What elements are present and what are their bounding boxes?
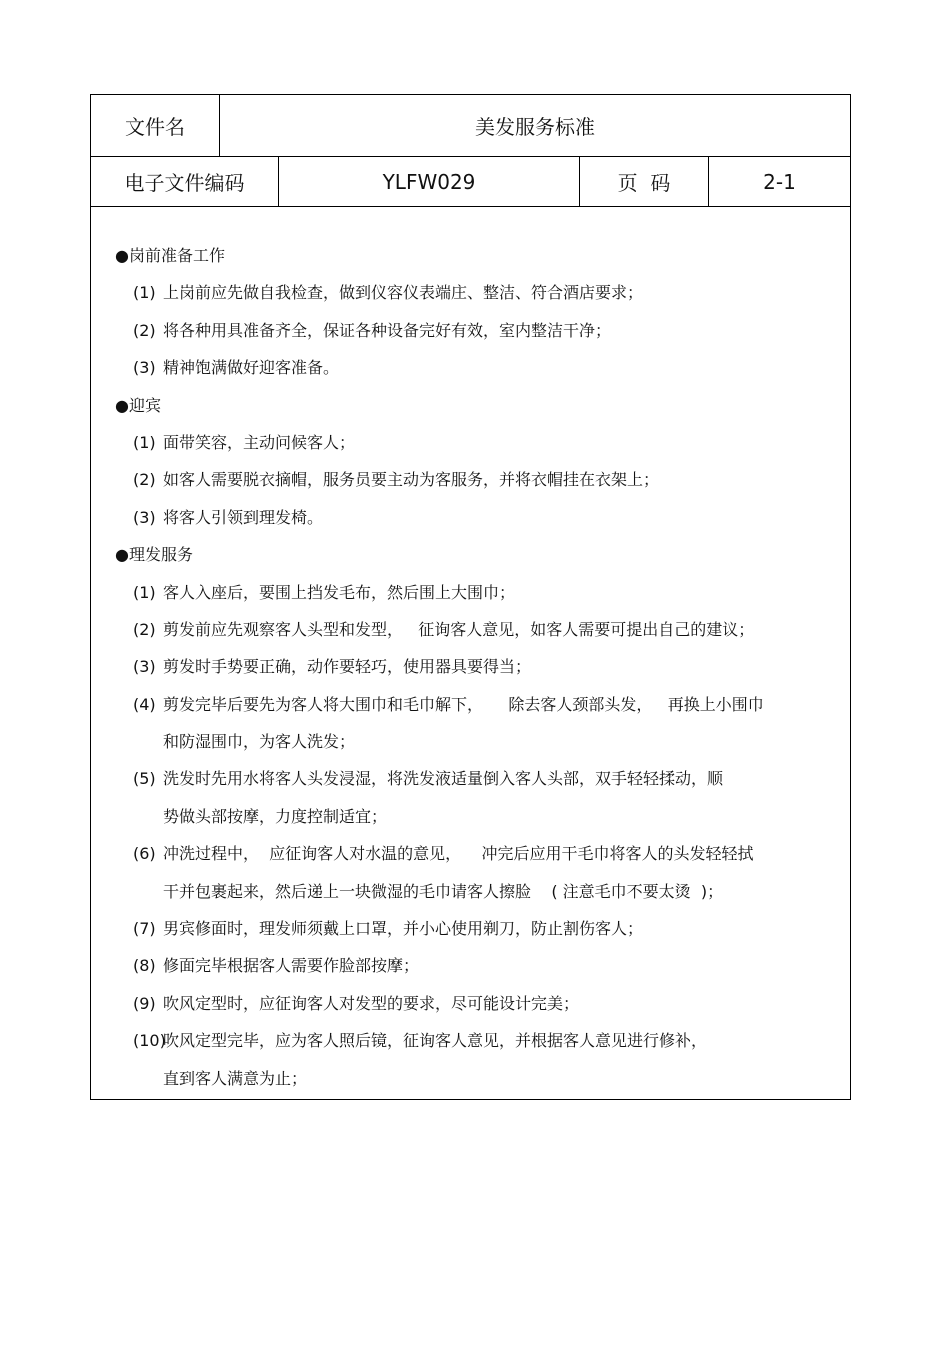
page-label: 页 码 — [579, 157, 708, 206]
item-number: (1) — [133, 283, 156, 303]
list-item — [115, 985, 830, 1022]
item-number: (3) — [133, 507, 156, 527]
list-item — [115, 648, 830, 685]
item-number: (2) — [133, 320, 156, 340]
document-title: 美发服务标准 — [219, 95, 850, 156]
code-label: 电子文件编码 — [124, 171, 245, 195]
item-number: (8) — [133, 956, 156, 976]
list-item — [115, 1022, 830, 1097]
list-item — [115, 910, 830, 947]
item-text-line: 剪发前应先观察客人头型和发型， 征询客人意见，如客人需要可提出自己的建议； — [163, 619, 755, 639]
item-text-line: 面带笑容，主动问候客人； — [163, 432, 356, 452]
list-item — [115, 312, 830, 349]
item-text-line: 如客人需要脱衣摘帽，服务员要主动为客服务，并将衣帽挂在衣架上； — [163, 470, 660, 490]
item-number: (4) — [133, 694, 156, 714]
item-number: (6) — [133, 844, 156, 864]
list-item — [115, 274, 830, 311]
page-number: 2-1 — [708, 157, 850, 206]
list-item — [115, 461, 830, 498]
standards-list — [115, 237, 830, 1097]
item-number: (10) — [133, 1031, 166, 1051]
header-row-title — [91, 95, 850, 157]
list-item — [115, 349, 830, 386]
item-text-line: 上岗前应先做自我检查，做到仪容仪表端庄、整洁、符合酒店要求； — [163, 283, 644, 303]
list-item — [115, 499, 830, 536]
item-number: (3) — [133, 358, 156, 378]
item-text-line: 吹风定型完毕，应为客人照后镜，征询客人意见，并根据客人意见进行修补， — [163, 1031, 708, 1051]
item-text-line: 客人入座后，要围上挡发毛布，然后围上大围巾； — [163, 582, 516, 602]
document-form — [90, 94, 851, 1100]
list-item — [115, 947, 830, 984]
item-text-line: 和防湿围巾，为客人洗发； — [163, 732, 356, 752]
content-area — [91, 207, 850, 1099]
item-text-line: 精神饱满做好迎客准备。 — [163, 358, 340, 378]
item-text-line: 将客人引领到理发椅。 — [163, 507, 324, 527]
header-row-code — [91, 157, 850, 207]
list-item — [115, 611, 830, 648]
list-item — [115, 835, 830, 910]
item-number: (1) — [133, 582, 156, 602]
item-text-line: 冲洗过程中， 应征询客人对水温的意见， 冲完后应用干毛巾将客人的头发轻轻拭 — [163, 844, 754, 864]
item-number: (9) — [133, 993, 156, 1013]
item-number: (5) — [133, 769, 156, 789]
item-text-line: 直到客人满意为止； — [163, 1068, 308, 1088]
item-text-line: 干并包裹起来，然后递上一块微湿的毛巾请客人擦脸 ( 注意毛巾不要太烫 )； — [163, 881, 724, 901]
item-text-line: 将各种用具准备齐全，保证各种设备完好有效，室内整洁干净； — [163, 320, 612, 340]
item-number: (7) — [133, 919, 156, 939]
item-text-line: 剪发时手势要正确，动作要轻巧，使用器具要得当； — [163, 657, 532, 677]
list-item — [115, 760, 830, 835]
section-heading: ●岗前准备工作 — [115, 246, 225, 265]
item-text-line: 修面完毕根据客人需要作脸部按摩； — [163, 956, 420, 976]
item-text-line: 吹风定型时，应征询客人对发型的要求，尽可能设计完美； — [163, 993, 580, 1013]
item-text-line: 势做头部按摩，力度控制适宜； — [163, 806, 388, 826]
list-item — [115, 574, 830, 611]
item-number: (3) — [133, 657, 156, 677]
list-item — [115, 686, 830, 761]
item-number: (2) — [133, 619, 156, 639]
item-text-line: 男宾修面时，理发师须戴上口罩，并小心使用剃刀，防止割伤客人； — [163, 919, 644, 939]
item-text-line: 洗发时先用水将客人头发浸湿，将洗发液适量倒入客人头部，双手轻轻揉动，顺 — [163, 769, 724, 789]
filename-label: 文件名 — [125, 115, 185, 139]
document-code: YLFW029 — [278, 157, 579, 206]
section-heading: ●理发服务 — [115, 545, 193, 565]
item-number: (1) — [133, 432, 156, 452]
section-heading: ●迎宾 — [115, 395, 161, 415]
list-item — [115, 424, 830, 461]
item-text-line: 剪发完毕后要先为客人将大围巾和毛巾解下， 除去客人颈部头发， 再换上小围巾 — [163, 694, 764, 714]
item-number: (2) — [133, 470, 156, 490]
